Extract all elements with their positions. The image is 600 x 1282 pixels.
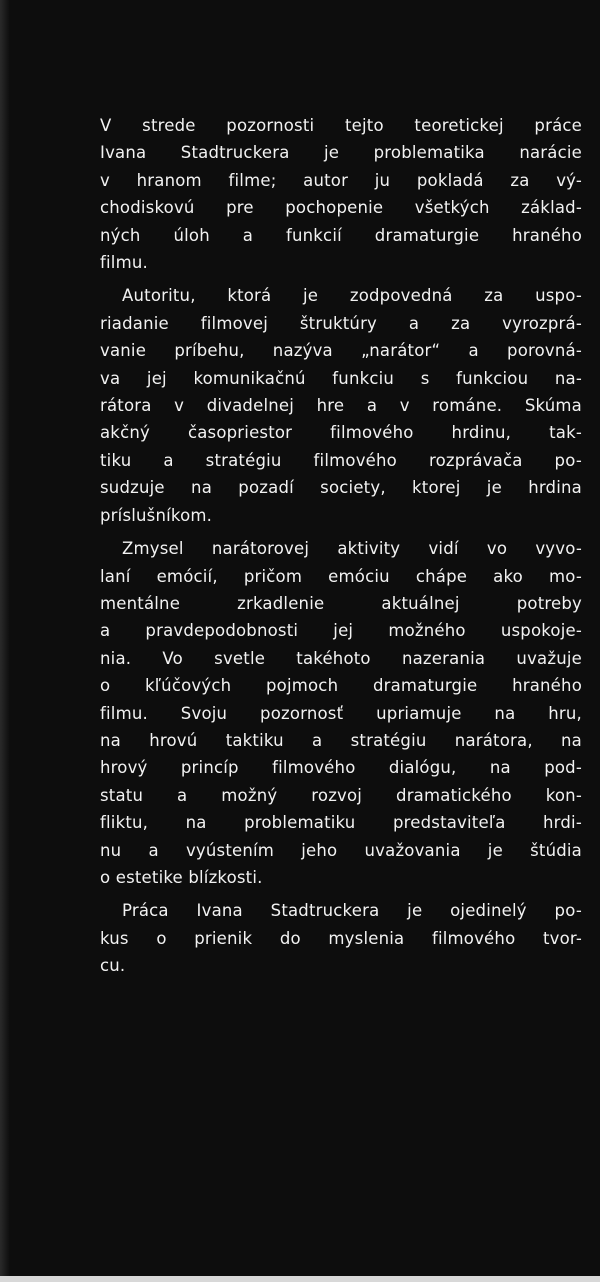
text-line: a pravdepodobnosti jej možného uspokoje- [100,621,582,641]
text-line: Autoritu, ktorá je zodpovedná za uspo- [122,286,582,306]
text-line: fliktu, na problematiku predstaviteľa hrdi- [100,813,582,833]
text-line: v hranom filme; autor ju pokladá za vý- [100,170,582,190]
text-line: cu. [100,956,126,976]
text-line: na hrovú taktiku a stratégiu narátora, na [100,730,582,750]
text-line: statu a možný rozvoj dramatického kon- [100,785,582,805]
blurb-paragraph-1 [100,112,582,276]
text-line: o kľúčových pojmoch dramaturgie hraného [100,676,582,696]
text-line: filmu. Svoju pozornosť upriamuje na hru, [100,703,582,723]
text-line: vanie príbehu, nazýva „narátor“ a porovná- [100,341,582,361]
text-line: Zmysel narátorovej aktivity vidí vo vyvo- [122,539,582,559]
blurb-paragraph-4 [100,897,582,979]
text-line: rátora v divadelnej hre a v románe. Skúma [100,396,582,416]
text-line: o estetike blízkosti. [100,867,263,887]
text-line: V strede pozornosti tejto teoretickej práce [100,116,582,135]
text-line: filmu. [100,253,148,273]
text-line: príslušníkom. [100,505,213,525]
blurb-paragraph-2 [100,282,582,529]
text-line: nu a vyústením jeho uvažovania je štúdia [100,840,582,860]
text-line: chodiskovú pre pochopenie všetkých základ- [100,198,582,218]
text-line: tiku a stratégiu filmového rozprávača po- [100,450,582,470]
text-line: laní emócií, pričom emóciu chápe ako mo- [100,566,582,586]
text-line: Práca Ivana Stadtruckera je ojedinelý po- [122,901,582,921]
text-line: akčný časopriestor filmového hrdinu, tak- [100,423,582,443]
book-blurb [100,112,582,986]
text-line: hrový princíp filmového dialógu, na pod- [100,758,582,778]
text-line: sudzuje na pozadí society, ktorej je hrdina [100,478,582,498]
blurb-paragraph-3 [100,535,582,891]
text-line: mentálne zrkadlenie aktuálnej potreby [100,593,582,613]
text-line: Ivana Stadtruckera je problematika narácie [100,143,582,163]
text-line: ných úloh a funkcií dramaturgie hraného [100,225,582,245]
text-line: va jej komunikačnú funkciu s funkciou na- [100,368,582,388]
text-line: kus o prienik do myslenia filmového tvor- [100,928,582,948]
text-line: riadanie filmovej štruktúry a za vyrozprá- [100,313,582,333]
text-line: nia. Vo svetle takéhoto nazerania uvažuje [100,648,582,668]
